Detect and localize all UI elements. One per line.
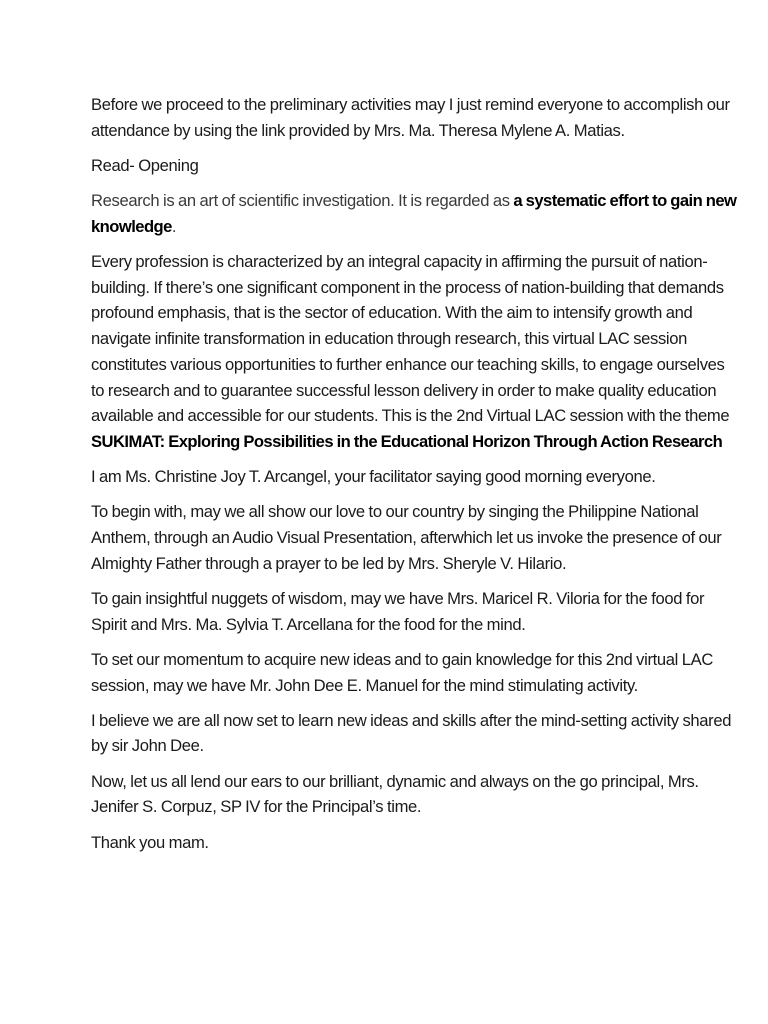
research-definition-period: . — [171, 216, 177, 236]
document-body — [91, 92, 741, 865]
paragraph-research-definition — [91, 188, 741, 239]
paragraph-food-for-spirit-mind: To gain insightful nuggets of wisdom, may we have Mrs. Maricel R. Viloria for the food for Spirit and Mrs. Ma. Sylvia T. Arcellana for the food for the mind. — [91, 588, 705, 634]
paragraph-read-opening: Read- Opening — [91, 155, 199, 175]
profession-intro-text: Every profession is characterized by an integral capacity in affirming the pursuit of nation-building. If there’s one significant component in the process of nation-building that demands profound emphasis, that is the sector of education. With the aim to intensify growth and navigate infinite transformation in education through research, this virtual LAC session constitutes various opportunities to further enhance our teaching skills, to engage ourselves to research and to guarantee successful lesson delivery in order to make quality education available and accessible for our students. This is the 2nd Virtual LAC session with the theme — [91, 252, 730, 426]
paragraph-mind-stimulating-activity: To set our momentum to acquire new ideas and to gain knowledge for this 2nd virtual LAC session, may we have Mr. John Dee E. Manuel for the mind stimulating activity. — [91, 649, 713, 695]
paragraph-mind-setting-followup: I believe we are all now set to learn new ideas and skills after the mind-setting activity shared by sir John Dee. — [91, 710, 732, 756]
paragraph-facilitator-greeting: I am Ms. Christine Joy T. Arcangel, your facilitator saying good morning everyone. — [91, 467, 656, 487]
paragraph-attendance-reminder: Before we proceed to the preliminary activities may I just remind everyone to accomplish our attendance by using the link provided by Mrs. Ma. Theresa Mylene A. Matias. — [91, 95, 730, 140]
session-theme: SUKIMAT: Exploring Possibilities in the Educational Horizon Through Action Research — [91, 431, 723, 451]
paragraph-anthem-prayer: To begin with, may we all show our love to our country by singing the Philippine National Anthem, through an Audio Visual Presentation, afterwhich let us invoke the presence of our Almighty Father through a prayer to be led by Mrs. Sheryle V. Hilario. — [91, 502, 722, 573]
research-definition-emphasis: a systematic effort to gain new knowledge — [91, 191, 737, 236]
paragraph-thank-you: Thank you mam. — [91, 832, 209, 852]
research-definition-text: Research is an art of scientific investigation. It is regarded as — [91, 191, 514, 211]
paragraph-principals-time: Now, let us all lend our ears to our brilliant, dynamic and always on the go principal, Mrs. Jenifer S. Corpuz, SP IV for the Principal’s time. — [91, 771, 699, 817]
paragraph-profession-intro — [91, 249, 741, 455]
